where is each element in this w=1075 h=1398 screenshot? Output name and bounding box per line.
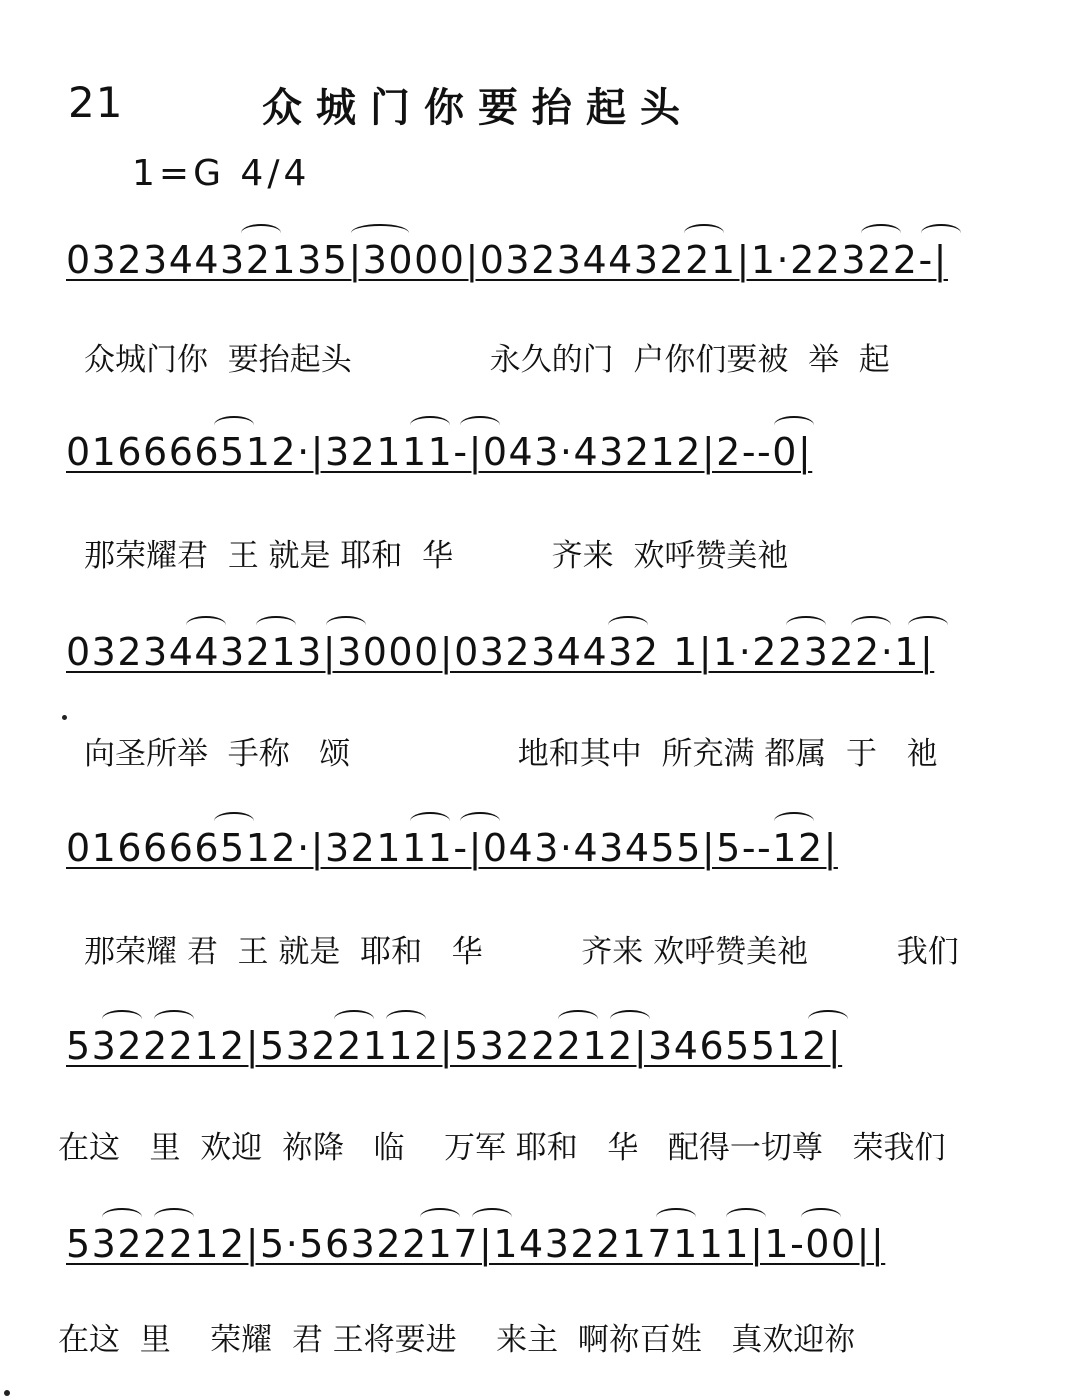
slur-mark — [351, 224, 409, 242]
slur-mark — [726, 1208, 766, 1226]
slur-mark — [460, 416, 500, 434]
lyric-line-2: 那荣耀君 王 就是 耶和 华 齐来 欢呼赞美祂 — [84, 538, 789, 574]
notation-line-3 — [66, 630, 966, 684]
slur-mark — [808, 1010, 848, 1028]
song-number: 21 — [68, 78, 124, 127]
slur-mark — [908, 616, 948, 634]
notation-text: 5322212|5·5632217|1432217111|1-00|| — [66, 1222, 886, 1266]
notation-line-4 — [66, 826, 966, 880]
slur-mark — [774, 416, 814, 434]
notation-text: 03234432135|3000|0323443221|1·22322-| — [66, 238, 948, 282]
slur-mark — [558, 1010, 598, 1028]
slur-mark — [460, 812, 500, 830]
slur-mark — [684, 224, 724, 242]
notation-text: 0323443213|3000|03234432 1|1·22322·1| — [66, 630, 935, 674]
slur-mark — [861, 224, 901, 242]
slur-mark — [610, 1010, 650, 1028]
slur-mark — [774, 812, 814, 830]
slur-mark — [851, 616, 891, 634]
slur-mark — [801, 1208, 841, 1226]
notation-line-2 — [66, 430, 966, 484]
slur-mark — [386, 1010, 426, 1028]
slur-mark — [334, 1010, 374, 1028]
slur-mark — [214, 812, 254, 830]
slur-mark — [326, 616, 366, 634]
slur-mark — [154, 1010, 194, 1028]
slur-mark — [608, 616, 648, 634]
notation-line-1 — [66, 238, 966, 292]
slur-mark — [420, 1208, 460, 1226]
notation-text: 016666512·|32111-|043·43212|2--0| — [66, 430, 813, 474]
scan-speck — [4, 1390, 10, 1396]
song-title: 众城门你要抬起头 — [262, 85, 694, 131]
key-signature: 1=G 4/4 — [132, 153, 311, 194]
lyric-line-4: 那荣耀 君 王 就是 耶和 华 齐来 欢呼赞美祂 我们 — [84, 934, 959, 970]
slur-mark — [472, 1208, 512, 1226]
slur-mark — [154, 1208, 194, 1226]
lyric-line-6: 在这 里 荣耀 君 王将要进 来主 啊祢百姓 真欢迎祢 — [58, 1322, 856, 1358]
lyric-line-1: 众城门你 要抬起头 永久的门 户你们要被 举 起 — [84, 342, 890, 378]
slur-mark — [214, 416, 254, 434]
slur-mark — [102, 1208, 142, 1226]
notation-text: 5322212|5322112|5322212|3465512| — [66, 1024, 843, 1068]
scan-speck — [62, 715, 67, 720]
slur-mark — [241, 224, 281, 242]
slur-mark — [410, 416, 450, 434]
notation-line-5 — [66, 1024, 966, 1078]
slur-mark — [102, 1010, 142, 1028]
slur-mark — [656, 1208, 696, 1226]
slur-mark — [786, 616, 826, 634]
notation-line-6 — [66, 1222, 966, 1276]
lyric-line-3: 向圣所举 手称 颂 地和其中 所充满 都属 于 祂 — [84, 736, 938, 772]
lyric-line-5: 在这 里 欢迎 祢降 临 万军 耶和 华 配得一切尊 荣我们 — [58, 1130, 946, 1166]
slur-mark — [921, 224, 961, 242]
notation-text: 016666512·|32111-|043·43455|5--12| — [66, 826, 838, 870]
slur-mark — [410, 812, 450, 830]
slur-mark — [186, 616, 226, 634]
slur-mark — [256, 616, 296, 634]
